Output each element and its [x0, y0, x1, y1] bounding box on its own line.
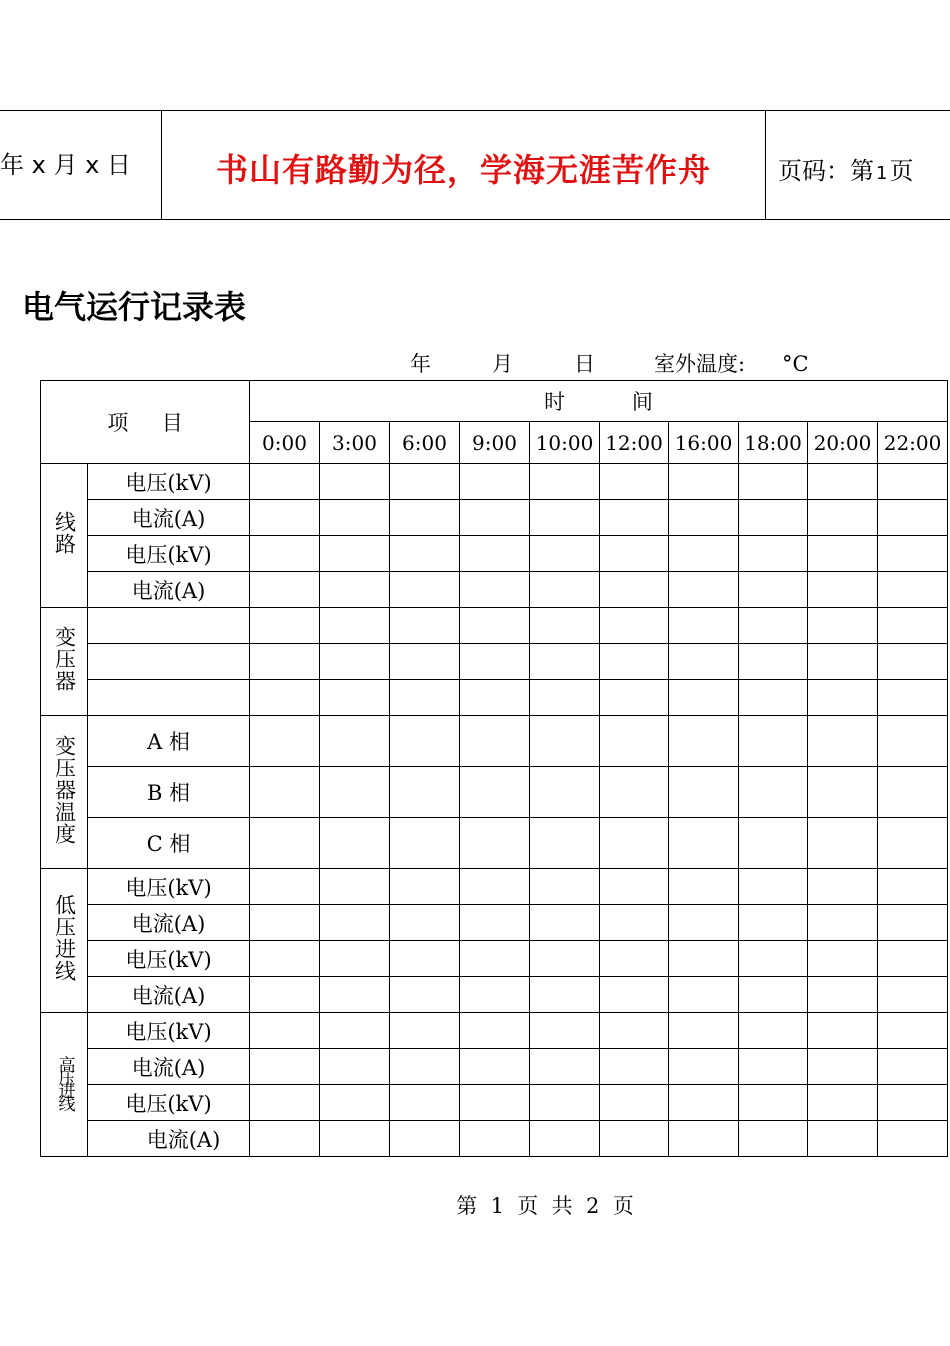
reading-cell[interactable] — [600, 767, 669, 818]
reading-cell[interactable] — [530, 1121, 600, 1157]
row-label — [88, 608, 250, 644]
reading-cell[interactable] — [739, 716, 808, 767]
reading-cell[interactable] — [739, 608, 808, 644]
reading-cell[interactable] — [878, 905, 948, 941]
reading-cell[interactable] — [320, 536, 390, 572]
year-label: 年 — [410, 352, 431, 376]
reading-cell[interactable] — [250, 905, 320, 941]
reading-cell[interactable] — [739, 869, 808, 905]
reading-cell[interactable] — [320, 941, 390, 977]
reading-cell[interactable] — [878, 716, 948, 767]
table-row — [41, 1121, 948, 1157]
reading-cell[interactable] — [669, 869, 739, 905]
day-label: 日 — [574, 352, 595, 376]
reading-cell[interactable] — [250, 464, 320, 500]
reading-cell[interactable] — [878, 536, 948, 572]
reading-cell[interactable] — [530, 572, 600, 608]
reading-cell[interactable] — [669, 818, 739, 869]
table-row — [41, 464, 948, 500]
row-label: 电压(kV) — [88, 941, 250, 977]
reading-cell[interactable] — [250, 767, 320, 818]
reading-cell[interactable] — [739, 680, 808, 716]
reading-cell[interactable] — [878, 941, 948, 977]
time-column-header: 16:00 — [669, 422, 739, 464]
reading-cell[interactable] — [390, 818, 460, 869]
reading-cell[interactable] — [390, 536, 460, 572]
reading-cell[interactable] — [320, 644, 390, 680]
reading-cell[interactable] — [878, 500, 948, 536]
time-column-header: 20:00 — [808, 422, 878, 464]
page-label-suffix: 页 — [889, 157, 914, 185]
reading-cell[interactable] — [460, 1085, 530, 1121]
reading-cell[interactable] — [739, 905, 808, 941]
reading-cell[interactable] — [808, 1121, 878, 1157]
group-label: 高压进线 — [54, 1056, 75, 1108]
reading-cell[interactable] — [390, 869, 460, 905]
reading-cell[interactable] — [530, 1013, 600, 1049]
reading-cell[interactable] — [250, 608, 320, 644]
reading-cell[interactable] — [878, 1085, 948, 1121]
reading-cell[interactable] — [250, 500, 320, 536]
reading-cell[interactable] — [808, 869, 878, 905]
reading-cell[interactable] — [878, 1121, 948, 1157]
reading-cell[interactable] — [669, 1121, 739, 1157]
table-row — [41, 1013, 948, 1049]
reading-cell[interactable] — [878, 680, 948, 716]
time-column-header: 6:00 — [390, 422, 460, 464]
reading-cell[interactable] — [320, 1121, 390, 1157]
reading-cell[interactable] — [808, 977, 878, 1013]
reading-cell[interactable] — [460, 644, 530, 680]
reading-cell[interactable] — [320, 680, 390, 716]
reading-cell[interactable] — [320, 572, 390, 608]
reading-cell[interactable] — [390, 716, 460, 767]
page-footer: 第 1 页 共 2 页 — [456, 1194, 634, 1218]
reading-cell[interactable] — [390, 680, 460, 716]
reading-cell[interactable] — [669, 644, 739, 680]
reading-cell[interactable] — [878, 977, 948, 1013]
reading-cell[interactable] — [669, 500, 739, 536]
reading-cell[interactable] — [460, 1121, 530, 1157]
reading-cell[interactable] — [808, 572, 878, 608]
reading-cell[interactable] — [250, 1049, 320, 1085]
time-column-header: 9:00 — [460, 422, 530, 464]
reading-cell[interactable] — [600, 1085, 669, 1121]
reading-cell[interactable] — [460, 869, 530, 905]
document-title: 电气运行记录表 — [22, 288, 247, 326]
reading-cell[interactable] — [460, 500, 530, 536]
reading-cell[interactable] — [250, 572, 320, 608]
reading-cell[interactable] — [600, 977, 669, 1013]
reading-cell[interactable] — [320, 464, 390, 500]
table-row — [41, 905, 948, 941]
reading-cell[interactable] — [460, 608, 530, 644]
reading-cell[interactable] — [530, 977, 600, 1013]
reading-cell[interactable] — [530, 905, 600, 941]
group-label-cell — [41, 1013, 88, 1157]
reading-cell[interactable] — [390, 905, 460, 941]
table-row — [41, 1049, 948, 1085]
reading-cell[interactable] — [460, 905, 530, 941]
reading-cell[interactable] — [669, 1049, 739, 1085]
table-row — [41, 536, 948, 572]
reading-cell[interactable] — [600, 818, 669, 869]
reading-cell[interactable] — [460, 716, 530, 767]
reading-cell[interactable] — [808, 464, 878, 500]
reading-cell[interactable] — [600, 680, 669, 716]
header-band — [0, 110, 950, 220]
reading-cell[interactable] — [250, 869, 320, 905]
table-row — [41, 767, 948, 818]
reading-cell[interactable] — [669, 608, 739, 644]
reading-cell[interactable] — [390, 1121, 460, 1157]
reading-cell[interactable] — [808, 905, 878, 941]
reading-cell[interactable] — [600, 1121, 669, 1157]
reading-cell[interactable] — [530, 608, 600, 644]
table-row — [41, 644, 948, 680]
row-label: C 相 — [88, 818, 250, 869]
page-label-prefix: 页码：第 — [778, 157, 874, 185]
reading-cell[interactable] — [320, 1013, 390, 1049]
reading-cell[interactable] — [878, 767, 948, 818]
reading-cell[interactable] — [460, 680, 530, 716]
row-label: 电流(A) — [88, 905, 250, 941]
reading-cell[interactable] — [808, 644, 878, 680]
reading-cell[interactable] — [530, 767, 600, 818]
reading-cell[interactable] — [600, 500, 669, 536]
time-column-header: 12:00 — [600, 422, 669, 464]
reading-cell[interactable] — [739, 767, 808, 818]
reading-cell[interactable] — [250, 977, 320, 1013]
reading-cell[interactable] — [600, 869, 669, 905]
reading-cell[interactable] — [669, 1013, 739, 1049]
reading-cell[interactable] — [250, 941, 320, 977]
reading-cell[interactable] — [390, 941, 460, 977]
reading-cell[interactable] — [460, 818, 530, 869]
reading-cell[interactable] — [808, 536, 878, 572]
row-label: 电压(kV) — [88, 1085, 250, 1121]
reading-cell[interactable] — [460, 977, 530, 1013]
reading-cell[interactable] — [530, 869, 600, 905]
reading-cell[interactable] — [739, 500, 808, 536]
table-row — [41, 608, 948, 644]
page-number: 1 — [876, 163, 888, 184]
reading-cell[interactable] — [739, 818, 808, 869]
reading-cell[interactable] — [320, 905, 390, 941]
table-row — [41, 869, 948, 905]
table-row — [41, 680, 948, 716]
reading-cell[interactable] — [460, 572, 530, 608]
row-label: 电流(A) — [88, 1049, 250, 1085]
group-label: 变压器 — [52, 626, 77, 692]
reading-cell[interactable] — [669, 1085, 739, 1121]
reading-cell[interactable] — [600, 608, 669, 644]
table-row — [41, 941, 948, 977]
reading-cell[interactable] — [390, 608, 460, 644]
reading-cell[interactable] — [600, 1013, 669, 1049]
reading-cell[interactable] — [878, 1049, 948, 1085]
row-label: 电流(A) — [88, 500, 250, 536]
reading-cell[interactable] — [390, 1013, 460, 1049]
reading-cell[interactable] — [739, 644, 808, 680]
reading-cell[interactable] — [600, 644, 669, 680]
reading-cell[interactable] — [669, 767, 739, 818]
reading-cell[interactable] — [530, 1049, 600, 1085]
reading-cell[interactable] — [530, 464, 600, 500]
reading-cell[interactable] — [808, 941, 878, 977]
reading-cell[interactable] — [669, 572, 739, 608]
reading-cell[interactable] — [878, 869, 948, 905]
time-header: 时 间 — [250, 381, 948, 422]
reading-cell[interactable] — [669, 716, 739, 767]
reading-cell[interactable] — [320, 1049, 390, 1085]
reading-cell[interactable] — [460, 1013, 530, 1049]
row-label: 电压(kV) — [88, 536, 250, 572]
time-column-header: 3:00 — [320, 422, 390, 464]
reading-cell[interactable] — [739, 1013, 808, 1049]
reading-cell[interactable] — [530, 500, 600, 536]
row-label: 电压(kV) — [88, 1013, 250, 1049]
reading-cell[interactable] — [460, 464, 530, 500]
table-row — [41, 572, 948, 608]
row-label: B 相 — [88, 767, 250, 818]
reading-cell[interactable] — [250, 644, 320, 680]
time-column-header: 10:00 — [530, 422, 600, 464]
header-divider — [765, 111, 766, 219]
reading-cell[interactable] — [320, 716, 390, 767]
reading-cell[interactable] — [320, 500, 390, 536]
reading-cell[interactable] — [600, 941, 669, 977]
reading-cell[interactable] — [739, 977, 808, 1013]
reading-cell[interactable] — [320, 767, 390, 818]
reading-cell[interactable] — [878, 1013, 948, 1049]
table-row — [41, 818, 948, 869]
header-date: 年 x 月 x 日 — [0, 151, 131, 179]
reading-cell[interactable] — [320, 869, 390, 905]
group-label-cell — [41, 608, 88, 716]
group-label: 低压进线 — [52, 894, 77, 982]
table-row — [41, 716, 948, 767]
reading-cell[interactable] — [878, 644, 948, 680]
row-label — [88, 644, 250, 680]
reading-cell[interactable] — [669, 680, 739, 716]
reading-cell[interactable] — [808, 716, 878, 767]
reading-cell[interactable] — [600, 464, 669, 500]
row-label: A 相 — [88, 716, 250, 767]
reading-cell[interactable] — [600, 716, 669, 767]
group-label: 线路 — [52, 511, 77, 555]
reading-cell[interactable] — [530, 644, 600, 680]
header-motto: 书山有路勤为径，学海无涯苦作舟 — [215, 151, 711, 189]
date-temperature-line — [410, 348, 809, 378]
group-label-cell — [41, 869, 88, 1013]
reading-cell[interactable] — [739, 941, 808, 977]
table-row — [41, 500, 948, 536]
reading-cell[interactable] — [250, 716, 320, 767]
reading-cell[interactable] — [808, 500, 878, 536]
reading-cell[interactable] — [390, 1049, 460, 1085]
group-label: 变压器温度 — [52, 734, 77, 845]
reading-cell[interactable] — [390, 644, 460, 680]
time-column-header: 0:00 — [250, 422, 320, 464]
reading-cell[interactable] — [878, 572, 948, 608]
reading-cell[interactable] — [739, 1121, 808, 1157]
header-page-number — [778, 151, 913, 186]
row-label: 电压(kV) — [88, 464, 250, 500]
temperature-unit: °C — [782, 352, 809, 376]
reading-cell[interactable] — [808, 680, 878, 716]
reading-cell[interactable] — [250, 680, 320, 716]
reading-cell[interactable] — [808, 608, 878, 644]
reading-cell[interactable] — [669, 905, 739, 941]
table-row — [41, 1085, 948, 1121]
record-table — [40, 380, 948, 1157]
item-header: 项 目 — [41, 381, 250, 464]
reading-cell[interactable] — [530, 818, 600, 869]
row-label: 电流(A) — [88, 572, 250, 608]
outdoor-temperature-label: 室外温度: — [654, 352, 746, 376]
month-label: 月 — [492, 352, 513, 376]
reading-cell[interactable] — [808, 1085, 878, 1121]
reading-cell[interactable] — [460, 941, 530, 977]
reading-cell[interactable] — [739, 536, 808, 572]
reading-cell[interactable] — [878, 464, 948, 500]
reading-cell[interactable] — [390, 1085, 460, 1121]
reading-cell[interactable] — [250, 1121, 320, 1157]
reading-cell[interactable] — [390, 572, 460, 608]
table-row — [41, 977, 948, 1013]
reading-cell[interactable] — [739, 464, 808, 500]
reading-cell[interactable] — [739, 572, 808, 608]
reading-cell[interactable] — [530, 680, 600, 716]
reading-cell[interactable] — [739, 1049, 808, 1085]
time-column-header: 22:00 — [878, 422, 948, 464]
reading-cell[interactable] — [669, 941, 739, 977]
reading-cell[interactable] — [460, 767, 530, 818]
reading-cell[interactable] — [600, 905, 669, 941]
reading-cell[interactable] — [530, 1085, 600, 1121]
reading-cell[interactable] — [739, 1085, 808, 1121]
reading-cell[interactable] — [320, 818, 390, 869]
time-column-header: 18:00 — [739, 422, 808, 464]
reading-cell[interactable] — [390, 977, 460, 1013]
reading-cell[interactable] — [390, 500, 460, 536]
row-label — [88, 680, 250, 716]
reading-cell[interactable] — [669, 536, 739, 572]
reading-cell[interactable] — [390, 767, 460, 818]
reading-cell[interactable] — [530, 941, 600, 977]
reading-cell[interactable] — [808, 818, 878, 869]
reading-cell[interactable] — [460, 1049, 530, 1085]
row-label: 电流(A) — [88, 1121, 250, 1157]
reading-cell[interactable] — [460, 536, 530, 572]
reading-cell[interactable] — [250, 536, 320, 572]
reading-cell[interactable] — [669, 977, 739, 1013]
reading-cell[interactable] — [530, 536, 600, 572]
row-label: 电流(A) — [88, 977, 250, 1013]
reading-cell[interactable] — [600, 572, 669, 608]
reading-cell[interactable] — [878, 818, 948, 869]
reading-cell[interactable] — [320, 977, 390, 1013]
reading-cell[interactable] — [320, 608, 390, 644]
reading-cell[interactable] — [250, 818, 320, 869]
reading-cell[interactable] — [530, 716, 600, 767]
reading-cell[interactable] — [390, 464, 460, 500]
reading-cell[interactable] — [250, 1013, 320, 1049]
reading-cell[interactable] — [878, 608, 948, 644]
group-label-cell — [41, 464, 88, 608]
reading-cell[interactable] — [600, 536, 669, 572]
reading-cell[interactable] — [320, 1085, 390, 1121]
row-label: 电压(kV) — [88, 869, 250, 905]
reading-cell[interactable] — [669, 464, 739, 500]
reading-cell[interactable] — [600, 1049, 669, 1085]
reading-cell[interactable] — [808, 1013, 878, 1049]
group-label-cell — [41, 716, 88, 869]
reading-cell[interactable] — [250, 1085, 320, 1121]
reading-cell[interactable] — [808, 767, 878, 818]
reading-cell[interactable] — [808, 1049, 878, 1085]
